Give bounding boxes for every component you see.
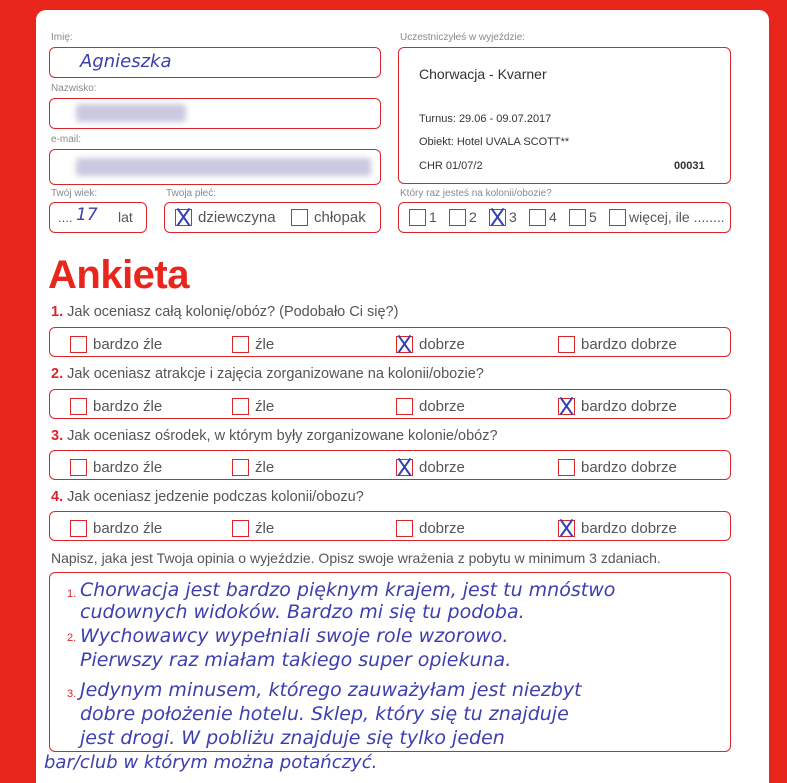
checkbox[interactable] (291, 209, 308, 226)
gender-label: Twoja płeć: (166, 188, 217, 199)
answer-3-bardzo-dobrze[interactable]: bardzo dobrze (558, 458, 677, 476)
opinion-line: cudownych widoków. Bardzo mi się tu podoba. (80, 601, 525, 623)
times-option-4[interactable]: 4 (529, 208, 557, 226)
answer-4-zle[interactable]: źle (232, 519, 274, 537)
first-name-field[interactable] (49, 47, 381, 78)
opinion-number-1: 1. (67, 588, 77, 600)
opinion-line: Jedynym minusem, którego zauważyłam jest niezbyt (80, 679, 582, 701)
answer-2-dobrze[interactable]: dobrze (396, 397, 465, 415)
age-dots: .... (58, 210, 73, 225)
answer-1-dobrze[interactable]: dobrze (396, 335, 465, 353)
trip-obiekt: Obiekt: Hotel UVALA SCOTT** (419, 136, 570, 148)
opinion-number-2: 2. (67, 632, 77, 644)
gender-option-girl[interactable]: dziewczyna (175, 208, 276, 226)
email-field[interactable] (49, 149, 381, 185)
trip-number: 00031 (674, 160, 705, 172)
times-option-5[interactable]: 5 (569, 208, 597, 226)
question-3: 3. Jak oceniasz ośrodek, w którym były zorganizowane kolonie/obóz? (51, 428, 498, 444)
trip-name: Chorwacja - Kvarner (419, 66, 547, 82)
email-label: e-mail: (51, 134, 82, 145)
redacted-last-name (76, 104, 186, 122)
opinion-field[interactable] (49, 572, 731, 752)
answer-4-dobrze[interactable]: dobrze (396, 519, 465, 537)
first-name-label: Imię: (51, 32, 73, 43)
times-option-2[interactable]: 2 (449, 208, 477, 226)
trip-label: Uczestniczyłeś w wyjeździe: (400, 32, 526, 43)
last-name-field[interactable] (49, 98, 381, 129)
trip-turnus: Turnus: 29.06 - 09.07.2017 (419, 113, 552, 125)
gender-field (164, 202, 381, 233)
times-field (398, 202, 731, 233)
checkbox[interactable] (175, 209, 192, 226)
opinion-number-3: 3. (67, 688, 77, 700)
times-option-1[interactable]: 1 (409, 208, 437, 226)
answer-1-bardzo-zle[interactable]: bardzo źle (70, 335, 162, 353)
age-label: Twój wiek: (51, 188, 98, 199)
answer-2-bardzo-dobrze[interactable]: bardzo dobrze (558, 397, 677, 415)
trip-code: CHR 01/07/2 (419, 160, 483, 172)
answer-4-bardzo-dobrze[interactable]: bardzo dobrze (558, 519, 677, 537)
answer-row-4 (49, 511, 731, 541)
opinion-prompt: Napisz, jaka jest Twoja opinia o wyjeździe. Opisz swoje wrażenia z pobytu w minimum 3 zdaniach. (51, 550, 661, 566)
age-value: 17 (76, 205, 98, 225)
last-name-label: Nazwisko: (51, 83, 97, 94)
answer-row-1 (49, 327, 731, 357)
times-label: Który raz jesteś na kolonii/obozie? (400, 188, 552, 199)
answer-1-bardzo-dobrze[interactable]: bardzo dobrze (558, 335, 677, 353)
opinion-line: dobre położenie hotelu. Sklep, który się tu znajduje (80, 703, 569, 725)
opinion-line: Pierwszy raz miałam takiego super opiekuna. (80, 649, 512, 671)
answer-row-3 (49, 450, 731, 480)
gender-option-boy[interactable]: chłopak (291, 208, 366, 226)
answer-1-zle[interactable]: źle (232, 335, 274, 353)
times-option-3[interactable]: 3 (489, 208, 517, 226)
survey-sheet (36, 10, 769, 783)
answer-3-dobrze[interactable]: dobrze (396, 458, 465, 476)
answer-3-bardzo-zle[interactable]: bardzo źle (70, 458, 162, 476)
opinion-line: Wychowawcy wypełniali swoje role wzorowo. (80, 625, 509, 647)
trip-box (398, 47, 731, 184)
answer-2-zle[interactable]: źle (232, 397, 274, 415)
opinion-line-overflow: bar/club w którym można potańczyć. (44, 752, 378, 773)
answer-4-bardzo-zle[interactable]: bardzo źle (70, 519, 162, 537)
age-unit: lat (118, 209, 133, 225)
answer-2-bardzo-zle[interactable]: bardzo źle (70, 397, 162, 415)
times-option-more[interactable]: więcej, ile ........ (609, 208, 725, 226)
age-field[interactable] (49, 202, 147, 233)
redacted-email (76, 158, 371, 176)
question-2: 2. Jak oceniasz atrakcje i zajęcia zorganizowane na kolonii/obozie? (51, 366, 484, 382)
question-1: 1. Jak oceniasz całą kolonię/obóz? (Podobało Ci się?) (51, 304, 399, 320)
survey-title: Ankieta (48, 253, 189, 297)
opinion-line: jest drogi. W pobliżu znajduje się tylko jeden (80, 727, 505, 749)
answer-3-zle[interactable]: źle (232, 458, 274, 476)
answer-row-2 (49, 389, 731, 419)
opinion-line: Chorwacja jest bardzo pięknym krajem, jest tu mnóstwo (80, 579, 616, 601)
question-4: 4. Jak oceniasz jedzenie podczas kolonii/obozu? (51, 489, 364, 505)
first-name-value: Agnieszka (80, 51, 172, 72)
